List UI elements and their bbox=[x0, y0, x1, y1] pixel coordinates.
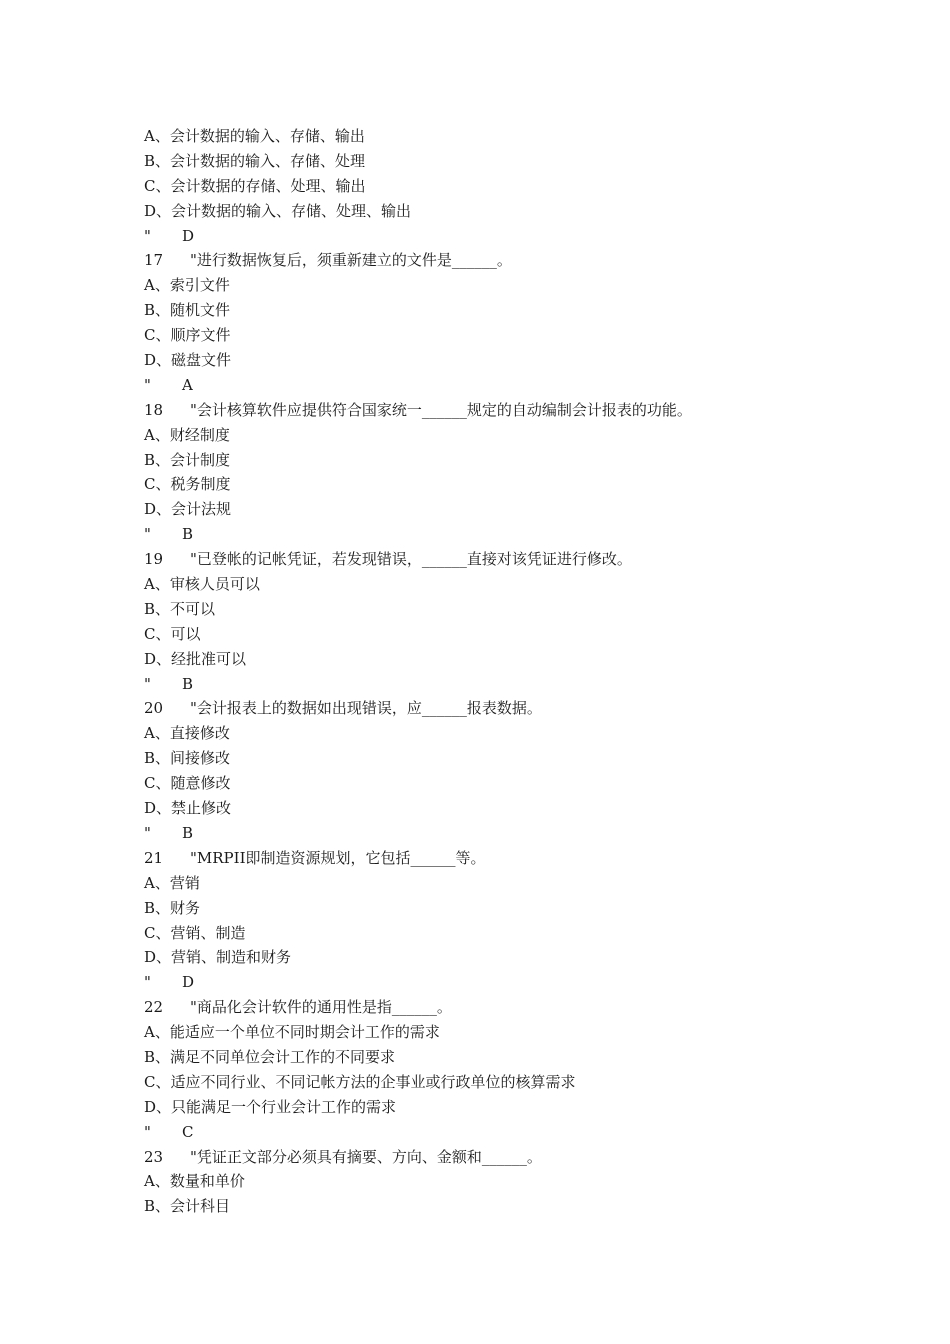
answer-quote-mark: " bbox=[144, 226, 151, 245]
option-line: C、随意修改 bbox=[144, 774, 231, 793]
option-line: A、会计数据的输入、存储、输出 bbox=[144, 127, 365, 145]
answer-quote-mark: " bbox=[144, 973, 151, 992]
option-line: A、审核人员可以 bbox=[144, 575, 260, 594]
option-line: C、顺序文件 bbox=[144, 326, 231, 345]
question-text: "凭证正文部分必须具有摘要、方向、金额和______。 bbox=[190, 1147, 542, 1166]
answer-text: C bbox=[182, 1122, 194, 1141]
option-line: D、禁止修改 bbox=[144, 799, 232, 818]
answer-quote-mark: " bbox=[144, 674, 151, 693]
answer-text: B bbox=[182, 525, 194, 544]
option-line: B、间接修改 bbox=[144, 749, 231, 768]
answer-line bbox=[144, 821, 844, 846]
option-line: A、营销 bbox=[144, 873, 200, 892]
option-line: C、适应不同行业、不同记帐方法的企事业或行政单位的核算需求 bbox=[144, 1072, 576, 1091]
option-line: D、会计法规 bbox=[144, 500, 232, 519]
option-line: D、经批准可以 bbox=[144, 649, 247, 668]
question-text: "会计报表上的数据如出现错误，应______报表数据。 bbox=[190, 699, 542, 718]
question-text: "已登帐的记帐凭证，若发现错误，______直接对该凭证进行修改。 bbox=[190, 550, 632, 569]
document-body bbox=[144, 124, 844, 1219]
question-number: 23 bbox=[144, 1147, 164, 1166]
question-text: "会计核算软件应提供符合国家统一______规定的自动编制会计报表的功能。 bbox=[190, 400, 692, 419]
option-line: C、税务制度 bbox=[144, 475, 231, 494]
option-line: D、会计数据的输入、存储、处理、输出 bbox=[144, 201, 412, 220]
question-line bbox=[144, 547, 844, 572]
question-text: "进行数据恢复后，须重新建立的文件是______。 bbox=[190, 251, 512, 270]
option-line: B、不可以 bbox=[144, 599, 216, 618]
question-line bbox=[144, 398, 844, 423]
answer-quote-mark: " bbox=[144, 823, 151, 842]
answer-line bbox=[144, 970, 844, 995]
question-line bbox=[144, 846, 844, 871]
question-text: "商品化会计软件的通用性是指______。 bbox=[190, 998, 452, 1017]
question-number: 21 bbox=[144, 848, 164, 867]
option-line: C、可以 bbox=[144, 624, 201, 643]
question-line bbox=[144, 995, 844, 1020]
question-line bbox=[144, 696, 844, 721]
option-line: B、会计科目 bbox=[144, 1197, 231, 1216]
option-line: B、随机文件 bbox=[144, 301, 231, 320]
option-line: A、直接修改 bbox=[144, 724, 230, 743]
question-line bbox=[144, 248, 844, 273]
answer-line bbox=[144, 224, 844, 249]
answer-line bbox=[144, 1120, 844, 1145]
answer-quote-mark: " bbox=[144, 375, 151, 394]
option-line: A、索引文件 bbox=[144, 276, 230, 295]
answer-text: D bbox=[182, 226, 195, 245]
question-number: 19 bbox=[144, 550, 164, 569]
option-line: D、只能满足一个行业会计工作的需求 bbox=[144, 1097, 397, 1116]
question-number: 20 bbox=[144, 699, 164, 718]
option-line: B、会计数据的输入、存储、处理 bbox=[144, 151, 366, 170]
option-line: B、满足不同单位会计工作的不同要求 bbox=[144, 1047, 396, 1066]
option-line: B、会计制度 bbox=[144, 450, 231, 469]
question-number: 22 bbox=[144, 998, 164, 1017]
option-line: A、数量和单价 bbox=[144, 1172, 245, 1191]
option-line: C、会计数据的存储、处理、输出 bbox=[144, 176, 366, 195]
option-line: B、财务 bbox=[144, 898, 201, 917]
option-line: C、营销、制造 bbox=[144, 923, 246, 942]
question-number: 17 bbox=[144, 251, 164, 270]
question-line bbox=[144, 1145, 844, 1170]
answer-line bbox=[144, 373, 844, 398]
question-number: 18 bbox=[144, 400, 164, 419]
option-line: D、磁盘文件 bbox=[144, 351, 232, 370]
option-line: D、营销、制造和财务 bbox=[144, 948, 292, 967]
answer-text: B bbox=[182, 674, 194, 693]
answer-text: A bbox=[182, 375, 193, 394]
question-text: "MRPII即制造资源规划，它包括______等。 bbox=[190, 848, 486, 867]
option-line: A、财经制度 bbox=[144, 425, 230, 444]
answer-text: D bbox=[182, 973, 195, 992]
answer-line bbox=[144, 672, 844, 697]
answer-text: B bbox=[182, 823, 194, 842]
option-line: A、能适应一个单位不同时期会计工作的需求 bbox=[144, 1023, 440, 1042]
answer-line bbox=[144, 522, 844, 547]
answer-quote-mark: " bbox=[144, 1122, 151, 1141]
answer-quote-mark: " bbox=[144, 525, 151, 544]
